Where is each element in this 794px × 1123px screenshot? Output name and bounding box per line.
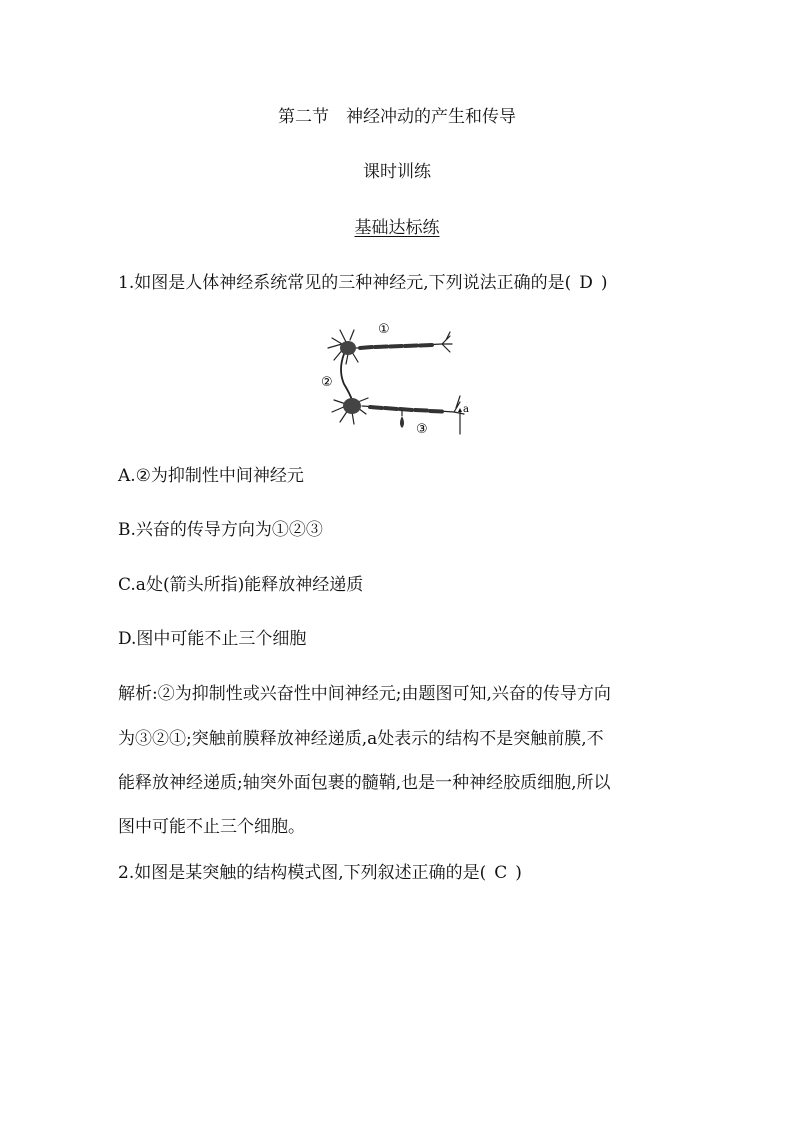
option-c: C.a处(箭头所指)能释放神经递质 <box>118 575 364 595</box>
question-2-stem-text: 2.如图是某突触的结构模式图,下列叙述正确的是( <box>118 863 487 883</box>
analysis-line-2: 为③②①;突触前膜释放神经递质,a处表示的结构不是突触前膜,不 <box>118 729 604 749</box>
question-1-stem <box>118 272 608 294</box>
page-title: 第二节 神经冲动的产生和传导 <box>278 107 516 127</box>
page-subtitle: 课时训练 <box>363 162 431 182</box>
option-d: D.图中可能不止三个细胞 <box>118 629 307 649</box>
analysis-line-3: 能释放神经递质;轴突外面包裹的髓鞘,也是一种神经胶质细胞,所以 <box>118 773 611 793</box>
neuron-figure <box>318 318 478 438</box>
label-1: ① <box>378 322 390 337</box>
neuron-3-soma <box>400 416 404 428</box>
question-1-stem-text: 1.如图是人体神经系统常见的三种神经元,下列说法正确的是( <box>118 273 572 293</box>
question-1-answer: D <box>579 273 593 293</box>
label-2: ② <box>321 375 333 390</box>
section-heading <box>0 217 794 239</box>
option-b: B.兴奋的传导方向为①②③ <box>118 520 323 540</box>
pointer-a-arrow <box>458 408 462 412</box>
question-1-stem-close: ) <box>600 273 608 293</box>
question-2-answer: C <box>494 863 508 883</box>
analysis-line-4: 图中可能不止三个细胞。 <box>118 817 305 837</box>
neuron-2-soma <box>343 398 361 414</box>
question-2-stem-close: ) <box>515 863 522 883</box>
label-a: a <box>463 404 469 415</box>
neuron-3-myelin <box>370 407 442 412</box>
label-3: ③ <box>416 422 428 437</box>
analysis-line-1: 解析:②为抑制性或兴奋性中间神经元;由题图可知,兴奋的传导方向 <box>118 684 611 704</box>
section-heading-text: 基础达标练 <box>354 218 440 238</box>
option-a: A.②为抑制性中间神经元 <box>118 466 304 486</box>
neuron-1-myelin <box>360 345 432 348</box>
neuron-1-soma <box>340 341 356 355</box>
neuron-1-terminal <box>442 332 452 352</box>
question-2-stem <box>118 862 522 884</box>
